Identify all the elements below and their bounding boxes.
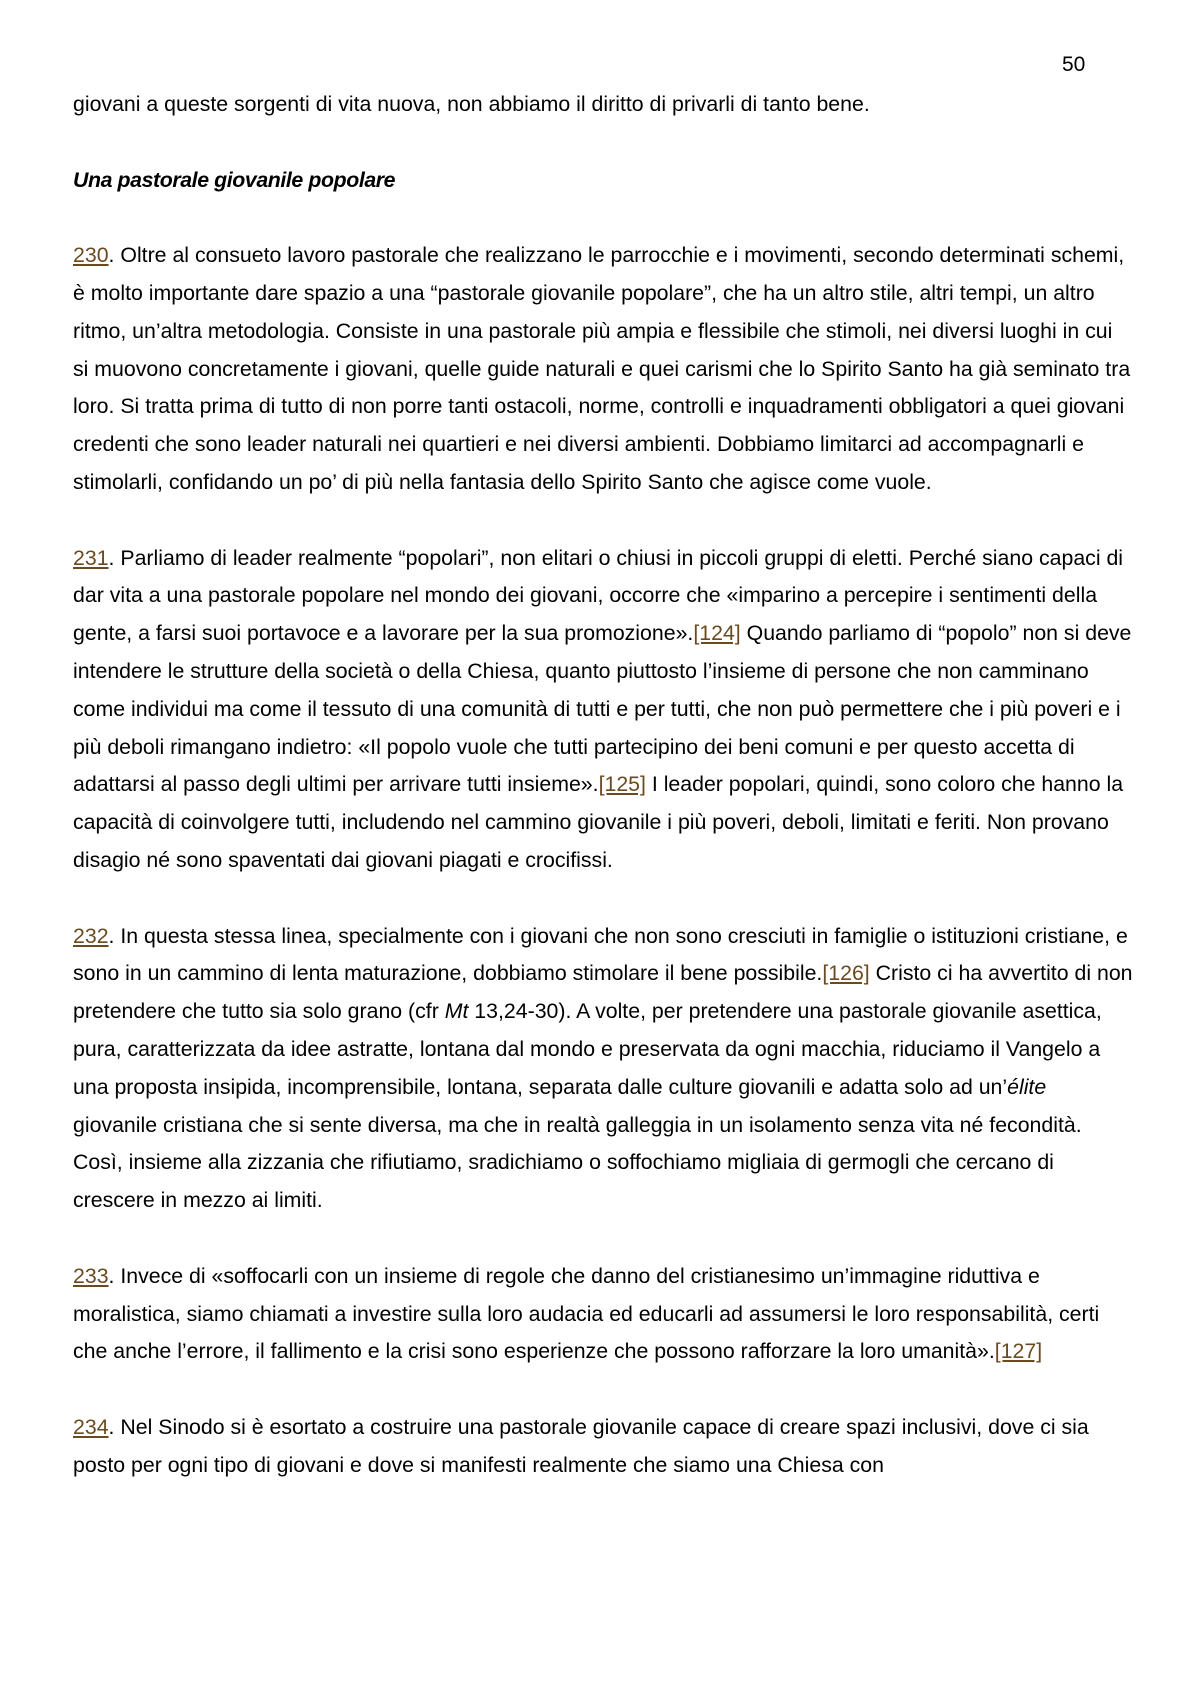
paragraph-number-link[interactable]: 231 (73, 545, 109, 570)
document-body (73, 86, 1133, 1522)
paragraph-233 (73, 1258, 1133, 1371)
footnote-link[interactable]: [127] (994, 1339, 1043, 1364)
paragraph-232 (73, 918, 1133, 1220)
italic-text: Mt (444, 999, 469, 1024)
paragraph-text: . Nel Sinodo si è esortato a costruire una pastorale giovanile capace di creare spazi inclusivi, dove ci sia posto per ogni tipo di giovani e dove si manifesti realmente che siamo una Chiesa con (73, 1414, 1089, 1477)
paragraph-number-link[interactable]: 234 (73, 1414, 109, 1439)
paragraph-234 (73, 1409, 1133, 1485)
section-heading: Una pastorale giovanile popolare (73, 167, 396, 192)
paragraph-number-link[interactable]: 230 (73, 243, 109, 268)
footnote-link[interactable]: [126] (822, 961, 870, 986)
paragraph-text: . Invece di «soffocarli con un insieme di regole che danno del cristianesimo un’immagine riduttiva e moralistica, siamo chiamati a investire sulla loro audacia ed educarli ad assumersi le loro responsabilità, certi che anche l’errore, il fallimento e la crisi sono esperienze che possono rafforzare la loro umanità». (73, 1263, 1100, 1364)
paragraph-text: . In questa stessa linea, specialmente con i giovani che non sono cresciuti in famiglie o istituzioni cristiane, e sono in un cammino di lenta maturazione, dobbiamo stimolare il bene possibile. (73, 923, 1128, 986)
paragraph-text: I leader popolari, quindi, sono coloro che hanno la capacità di coinvolgere tutti, includendo nel cammino giovanile i più poveri, deboli, limitati e feriti. Non provano disagio né sono spaventati dai giovani piagati e crocifissi. (73, 772, 1124, 872)
paragraph-number-link[interactable]: 233 (73, 1263, 109, 1288)
italic-text: élite (1007, 1074, 1047, 1099)
paragraph-text: giovanile cristiana che si sente diversa, ma che in realtà galleggia in un isolamento senza vita né fecondità. Così, insieme alla zizzania che rifiutiamo, sradichiamo o soffochiamo migliaia di germogli che cercano di crescere in mezzo ai limiti. (73, 1112, 1082, 1213)
paragraph-text: Quando parliamo di “popolo” non si deve intendere le strutture della società o della Chiesa, quanto piuttosto l’insieme di persone che non camminano come individui ma come il tessuto di una comunità di tutti e per tutti, che non può permettere che i più poveri e i più deboli rimangano indietro: «Il popolo vuole che tutti partecipino dei beni comuni e per questo accetta di adattarsi al passo degli ultimi per arrivare tutti insieme». (73, 621, 1132, 797)
footnote-link[interactable]: [124] (693, 621, 741, 646)
page-number: 50 (1062, 53, 1086, 76)
paragraph-text: . Parliamo di leader realmente “popolari”, non elitari o chiusi in piccoli gruppi di eletti. Perché siano capaci di dar vita a una pastorale popolare nel mondo dei giovani, occorre che «imparino a percepire i sentimenti della gente, a farsi suoi portavoce e a lavorare per la sua promozione». (73, 545, 1124, 646)
paragraph-text: Cristo ci ha avvertito di non pretendere che tutto sia solo grano (cfr (73, 961, 1133, 1024)
paragraph-text: 13,24-30). A volte, per pretendere una pastorale giovanile asettica, pura, caratterizzata da idee astratte, lontana dal mondo e preservata da ogni macchia, riduciamo il Vangelo a una proposta insipida, incomprensibile, lontana, separata dalle culture giovanili e adatta solo ad un’ (73, 999, 1102, 1099)
paragraph-231 (73, 540, 1133, 880)
paragraph-text: . Oltre al consueto lavoro pastorale che realizzano le parrocchie e i movimenti, secondo determinati schemi, è molto importante dare spazio a una “pastorale giovanile popolare”, che ha un altro stile, altri tempi, un altro ritmo, un’altra metodologia. Consiste in una pastorale più ampia e flessibile che stimoli, nei diversi luoghi in cui si muovono concretamente i giovani, quelle guide naturali e quei carismi che lo Spirito Santo ha già seminato tra loro. Si tratta prima di tutto di non porre tanti ostacoli, norme, controlli e inquadramenti obbligatori a quei giovani credenti che sono leader naturali nei quartieri e nei diversi ambienti. Dobbiamo limitarci ad accompagnarli e stimolarli, confidando un po’ di più nella fantasia dello Spirito Santo che agisce come vuole. (73, 243, 1131, 494)
intro-paragraph: giovani a queste sorgenti di vita nuova, non abbiamo il diritto di privarli di tanto bene. (73, 92, 870, 116)
footnote-link[interactable]: [125] (598, 772, 646, 797)
paragraph-230 (73, 237, 1133, 502)
paragraph-number-link[interactable]: 232 (73, 923, 109, 948)
